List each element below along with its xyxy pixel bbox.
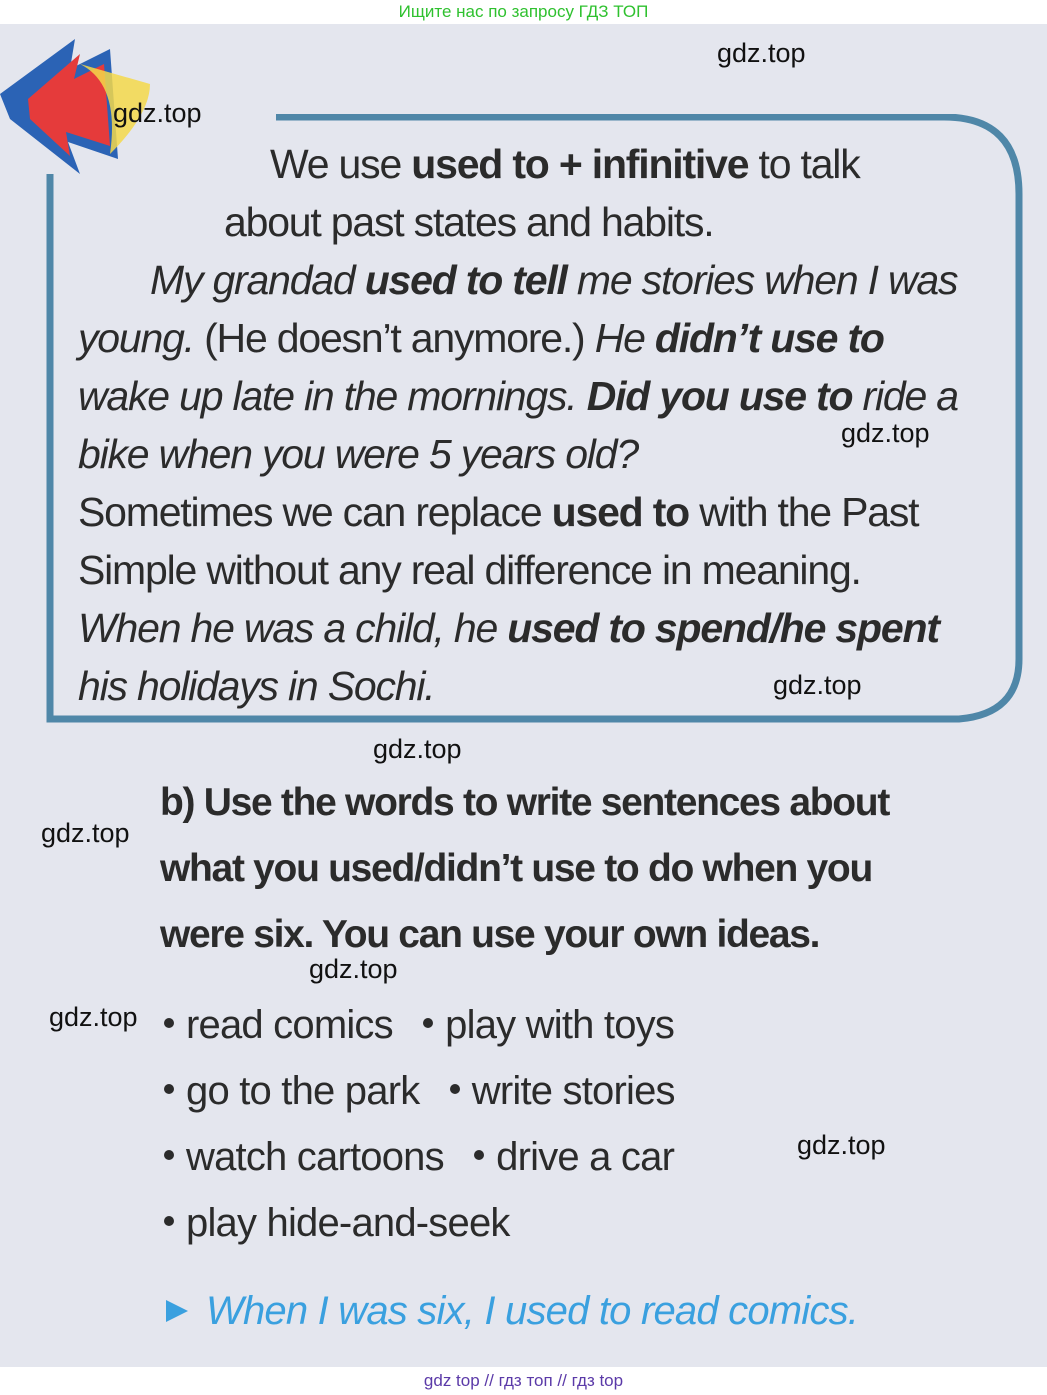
options-row [160, 1058, 980, 1124]
task-instruction [160, 770, 1000, 968]
watermark: gdz.top [841, 418, 930, 448]
rule-line: about past states and habits. [224, 199, 714, 245]
task-line: b) Use the words to write sentences about [160, 781, 890, 824]
rule-line: Simple without any real difference in meaning. [78, 547, 861, 593]
options-row [160, 1124, 980, 1190]
rule-example-line: bike when you were 5 years old? [78, 431, 638, 477]
watermark: gdz.top [41, 818, 130, 848]
rule-example-line: his holidays in Sochi. [78, 663, 435, 709]
word-options [160, 992, 980, 1256]
option-item: go to the park [186, 1069, 420, 1113]
watermark: gdz.top [309, 954, 398, 984]
options-row [160, 1190, 980, 1256]
option-item: write stories [471, 1069, 675, 1113]
watermark: gdz.top [49, 1002, 138, 1032]
top-banner: Ищите нас по запросу ГДЗ ТОП [398, 2, 649, 21]
triangle-arrow-icon [166, 1300, 188, 1322]
bullet-icon [164, 1216, 174, 1226]
grammar-rule [78, 135, 993, 715]
bullet-icon [423, 1018, 433, 1028]
watermark: gdz.top [773, 670, 862, 700]
example-text: When I was six, I used to read comics. [206, 1289, 859, 1333]
bullet-icon [164, 1018, 174, 1028]
watermark: gdz.top [797, 1130, 886, 1160]
task-line: were six. You can use your own ideas. [160, 913, 820, 956]
bullet-icon [164, 1084, 174, 1094]
rule-example-line: My grandad used to tell me stories when I was [150, 257, 958, 303]
rule-example-line: When he was a child, he used to spend/he spent [78, 605, 939, 651]
watermark: gdz.top [113, 98, 202, 128]
option-item: drive a car [496, 1135, 675, 1179]
option-item: play with toys [445, 1003, 675, 1047]
option-item: read comics [186, 1003, 393, 1047]
watermark: gdz.top [373, 734, 462, 764]
bullet-icon [474, 1150, 484, 1160]
watermark: gdz.top [717, 38, 806, 68]
rule-example-line: wake up late in the mornings. Did you use to ride a [78, 373, 958, 419]
example-answer [160, 1283, 1000, 1339]
rule-line: Sometimes we can replace used to with the Past [78, 489, 919, 535]
bullet-icon [164, 1150, 174, 1160]
option-item: watch cartoons [186, 1135, 444, 1179]
bottom-banner: gdz top // гдз топ // гдз top [423, 1371, 624, 1390]
options-row [160, 992, 980, 1058]
option-item: play hide-and-seek [186, 1201, 510, 1245]
task-line: what you used/didn’t use to do when you [160, 847, 872, 890]
rule-example-line: young. (He doesn’t anymore.) He didn’t use to [78, 315, 884, 361]
rule-line: We use used to + infinitive to talk [270, 141, 860, 187]
bullet-icon [450, 1084, 460, 1094]
